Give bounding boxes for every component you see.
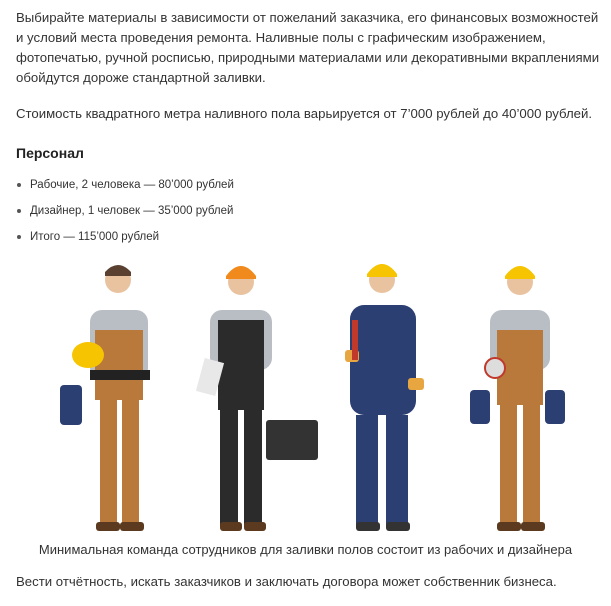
paragraph-materials: Выбирайте материалы в зависимости от пожеланий заказчика, его финансовых возможностей и условий места проведения ремонта. Наливные полы с графическим изображением, фотопечатью, ручной росписью, природными материалами или декоративными вкраплениями обойдутся дороже стандартной заливки.: [16, 10, 600, 85]
figure-caption: Минимальная команда сотрудников для заливки полов состоит из рабочих и дизайнера: [38, 542, 573, 557]
worker-figure-icon: [345, 264, 424, 531]
list-item: Итого — 115’000 рублей: [16, 224, 234, 250]
list-item: Дизайнер, 1 человек — 35’000 рублей: [16, 198, 234, 224]
workers-photo-icon: [40, 250, 585, 542]
paragraph-price-range: Стоимость квадратного метра наливного пола варьируется от 7’000 рублей до 40’000 рублей.: [16, 106, 593, 121]
list-item: Рабочие, 2 человека — 80’000 рублей: [16, 172, 234, 198]
section-heading-staff: Персонал: [16, 145, 84, 161]
worker-figure-icon: [196, 266, 318, 531]
paragraph-owner-duties: Вести отчётность, искать заказчиков и заключать договора может собственник бизнеса.: [16, 574, 557, 589]
worker-figure-icon: [470, 266, 565, 531]
staff-list: [16, 172, 234, 250]
worker-figure-icon: [60, 265, 150, 531]
